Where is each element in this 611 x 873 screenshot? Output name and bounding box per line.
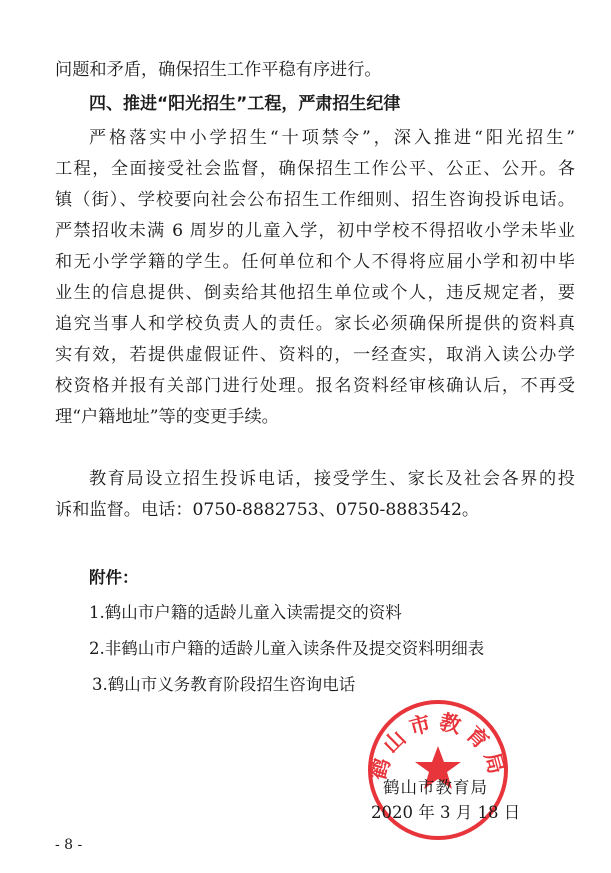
- attachment-item-2: 2.非鹤山市户籍的适龄儿童入读条件及提交资料明细表: [89, 639, 485, 658]
- signature-organization: 鹤山市教育局: [383, 778, 488, 797]
- body-line-0: 问题和矛盾，确保招生工作平稳有序进行。: [55, 60, 382, 80]
- attachment-item-3: 3.鹤山市义务教育阶段招生咨询电话: [92, 675, 356, 694]
- para1-line-8: 校资格并报有关部门进行处理。报名资料经审核确认后，不再受: [55, 376, 575, 396]
- para2-line-0: 教育局设立招生投诉电话，接受学生、家长及社会各界的投: [89, 469, 575, 489]
- page-number: - 8 -: [55, 837, 83, 853]
- attachment-item-1: 1.鹤山市户籍的适龄儿童入读需提交的资料: [89, 603, 402, 622]
- para1-line-5: 业生的信息提供、倒卖给其他招生单位或个人，违反规定者，要: [55, 283, 575, 303]
- para1-line-6: 追究当事人和学校负责人的责任。家长必须确保所提供的资料真: [55, 314, 575, 334]
- para1-line-9: 理“户籍地址”等的变更手续。: [55, 407, 279, 427]
- para1-line-1: 工程，全面接受社会监督，确保招生工作公平、公正、公开。各: [55, 159, 575, 179]
- attachments-title: 附件：: [89, 568, 139, 587]
- section-heading: 四、推进“阳光招生”工程，严肃招生纪律: [89, 94, 401, 114]
- para1-line-7: 实有效，若提供虚假证件、资料的，一经查实，取消入读公办学: [55, 345, 575, 365]
- para1-line-2: 镇（街）、学校要向社会公布招生工作细则、招生咨询投诉电话。: [55, 190, 575, 210]
- para1-line-3: 严禁招收未满 6 周岁的儿童入学，初中学校不得招收小学未毕业: [55, 221, 575, 241]
- para1-line-0: 严格落实中小学招生“十项禁令”，深入推进“阳光招生”: [89, 128, 575, 148]
- seal-text: 鹤山市教育局: [366, 709, 510, 783]
- para1-line-4: 和无小学学籍的学生。任何单位和个人不得将应届小学和初中毕: [55, 252, 575, 272]
- signature-date: 2020 年 3 月 18 日: [371, 803, 521, 822]
- para2-line-1: 诉和监督。电话：0750-8882753、0750-8883542。: [55, 500, 480, 520]
